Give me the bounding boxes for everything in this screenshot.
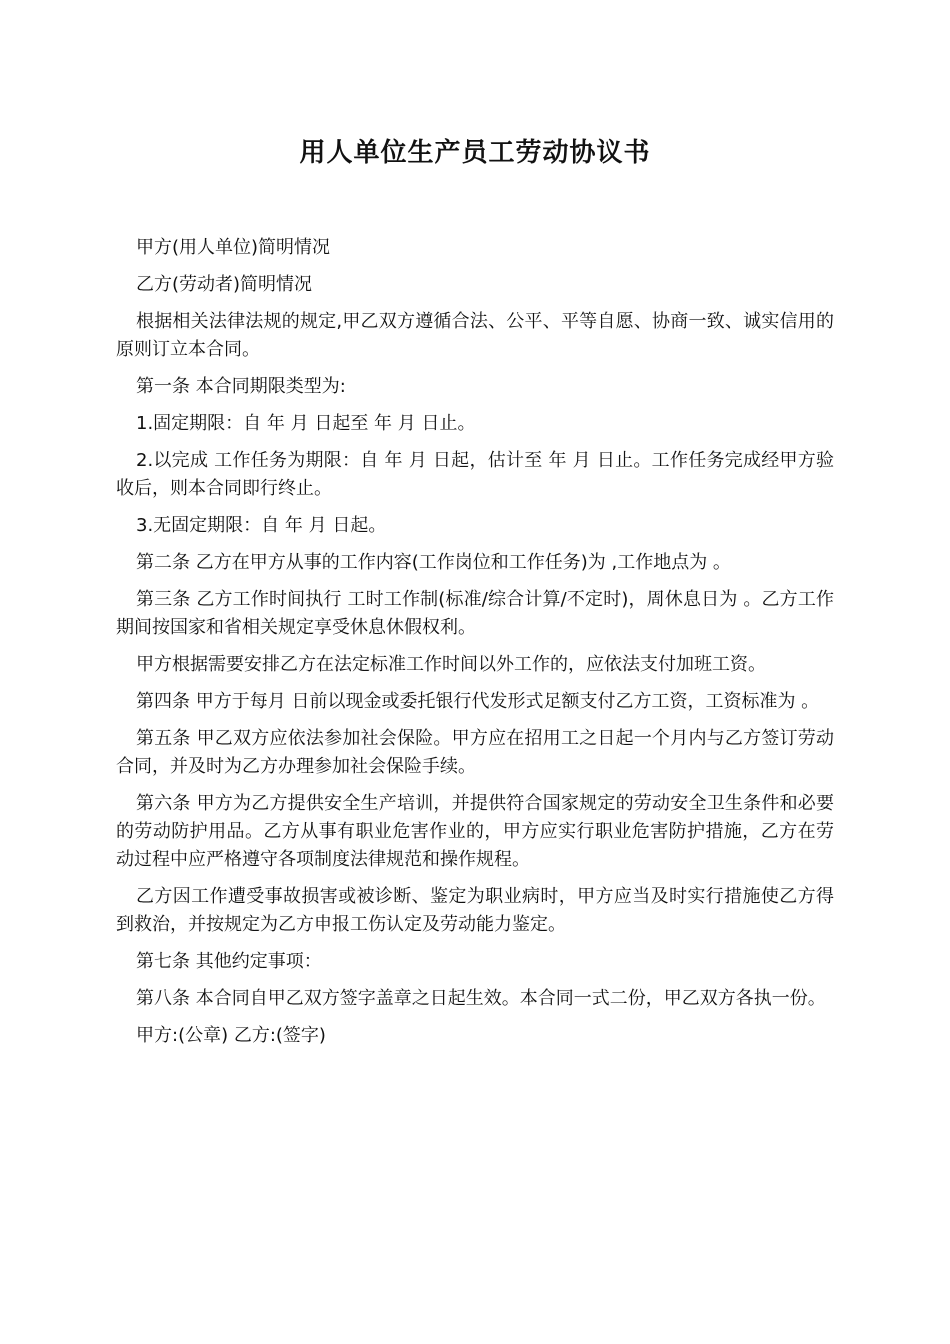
- article-1-item-1: 1.固定期限：自 年 月 日起至 年 月 日止。: [136, 413, 476, 434]
- party-b-intro: 乙方(劳动者)简明情况: [136, 274, 313, 295]
- article-7-paragraph: 第七条 其他约定事项：: [136, 951, 322, 972]
- overtime-paragraph: 甲方根据需要安排乙方在法定标准工作时间以外工作的，应依法支付加班工资。: [136, 654, 766, 675]
- signature-line: 甲方:(公章) 乙方:(签字): [136, 1025, 326, 1046]
- article-1-heading: 第一条 本合同期限类型为:: [136, 376, 346, 397]
- article-3-paragraph: 第三条 乙方工作时间执行 工时工作制(标准/综合计算/不定时)，周休息日为 。乙方工作期间按国家和省相关规定享受休息休假权利。: [116, 589, 834, 638]
- article-1-item-3: 3.无固定期限：自 年 月 日起。: [136, 515, 387, 536]
- party-a-intro: 甲方(用人单位)简明情况: [136, 237, 331, 258]
- document-body: [116, 234, 834, 1050]
- article-2-paragraph: 第二条 乙方在甲方从事的工作内容(工作岗位和工作任务)为 ,工作地点为 。: [136, 552, 731, 573]
- article-5-paragraph: 第五条 甲乙双方应依法参加社会保险。甲方应在招用工之日起一个月内与乙方签订劳动合同，并及时为乙方办理参加社会保险手续。: [116, 728, 834, 777]
- article-8-paragraph: 第八条 本合同自甲乙双方签字盖章之日起生效。本合同一式二份，甲乙双方各执一份。: [136, 988, 826, 1009]
- article-6-paragraph: 第六条 甲方为乙方提供安全生产培训，并提供符合国家规定的劳动安全卫生条件和必要的劳动防护用品。乙方从事有职业危害作业的，甲方应实行职业危害防护措施，乙方在劳动过程中应严格遵守各项制度法律规范和操作规程。: [116, 793, 834, 870]
- preamble-paragraph: 根据相关法律法规的规定,甲乙双方遵循合法、公平、平等自愿、协商一致、诚实信用的原则订立本合同。: [116, 311, 834, 360]
- injury-paragraph: 乙方因工作遭受事故损害或被诊断、鉴定为职业病时，甲方应当及时实行措施使乙方得到救治，并按规定为乙方申报工伤认定及劳动能力鉴定。: [116, 886, 834, 935]
- article-4-paragraph: 第四条 甲方于每月 日前以现金或委托银行代发形式足额支付乙方工资，工资标准为 。: [136, 691, 820, 712]
- document-title: 用人单位生产员工劳动协议书: [299, 138, 651, 168]
- article-1-item-2: 2.以完成 工作任务为期限：自 年 月 日起，估计至 年 月 日止。工作任务完成经甲方验收后，则本合同即行终止。: [116, 450, 834, 499]
